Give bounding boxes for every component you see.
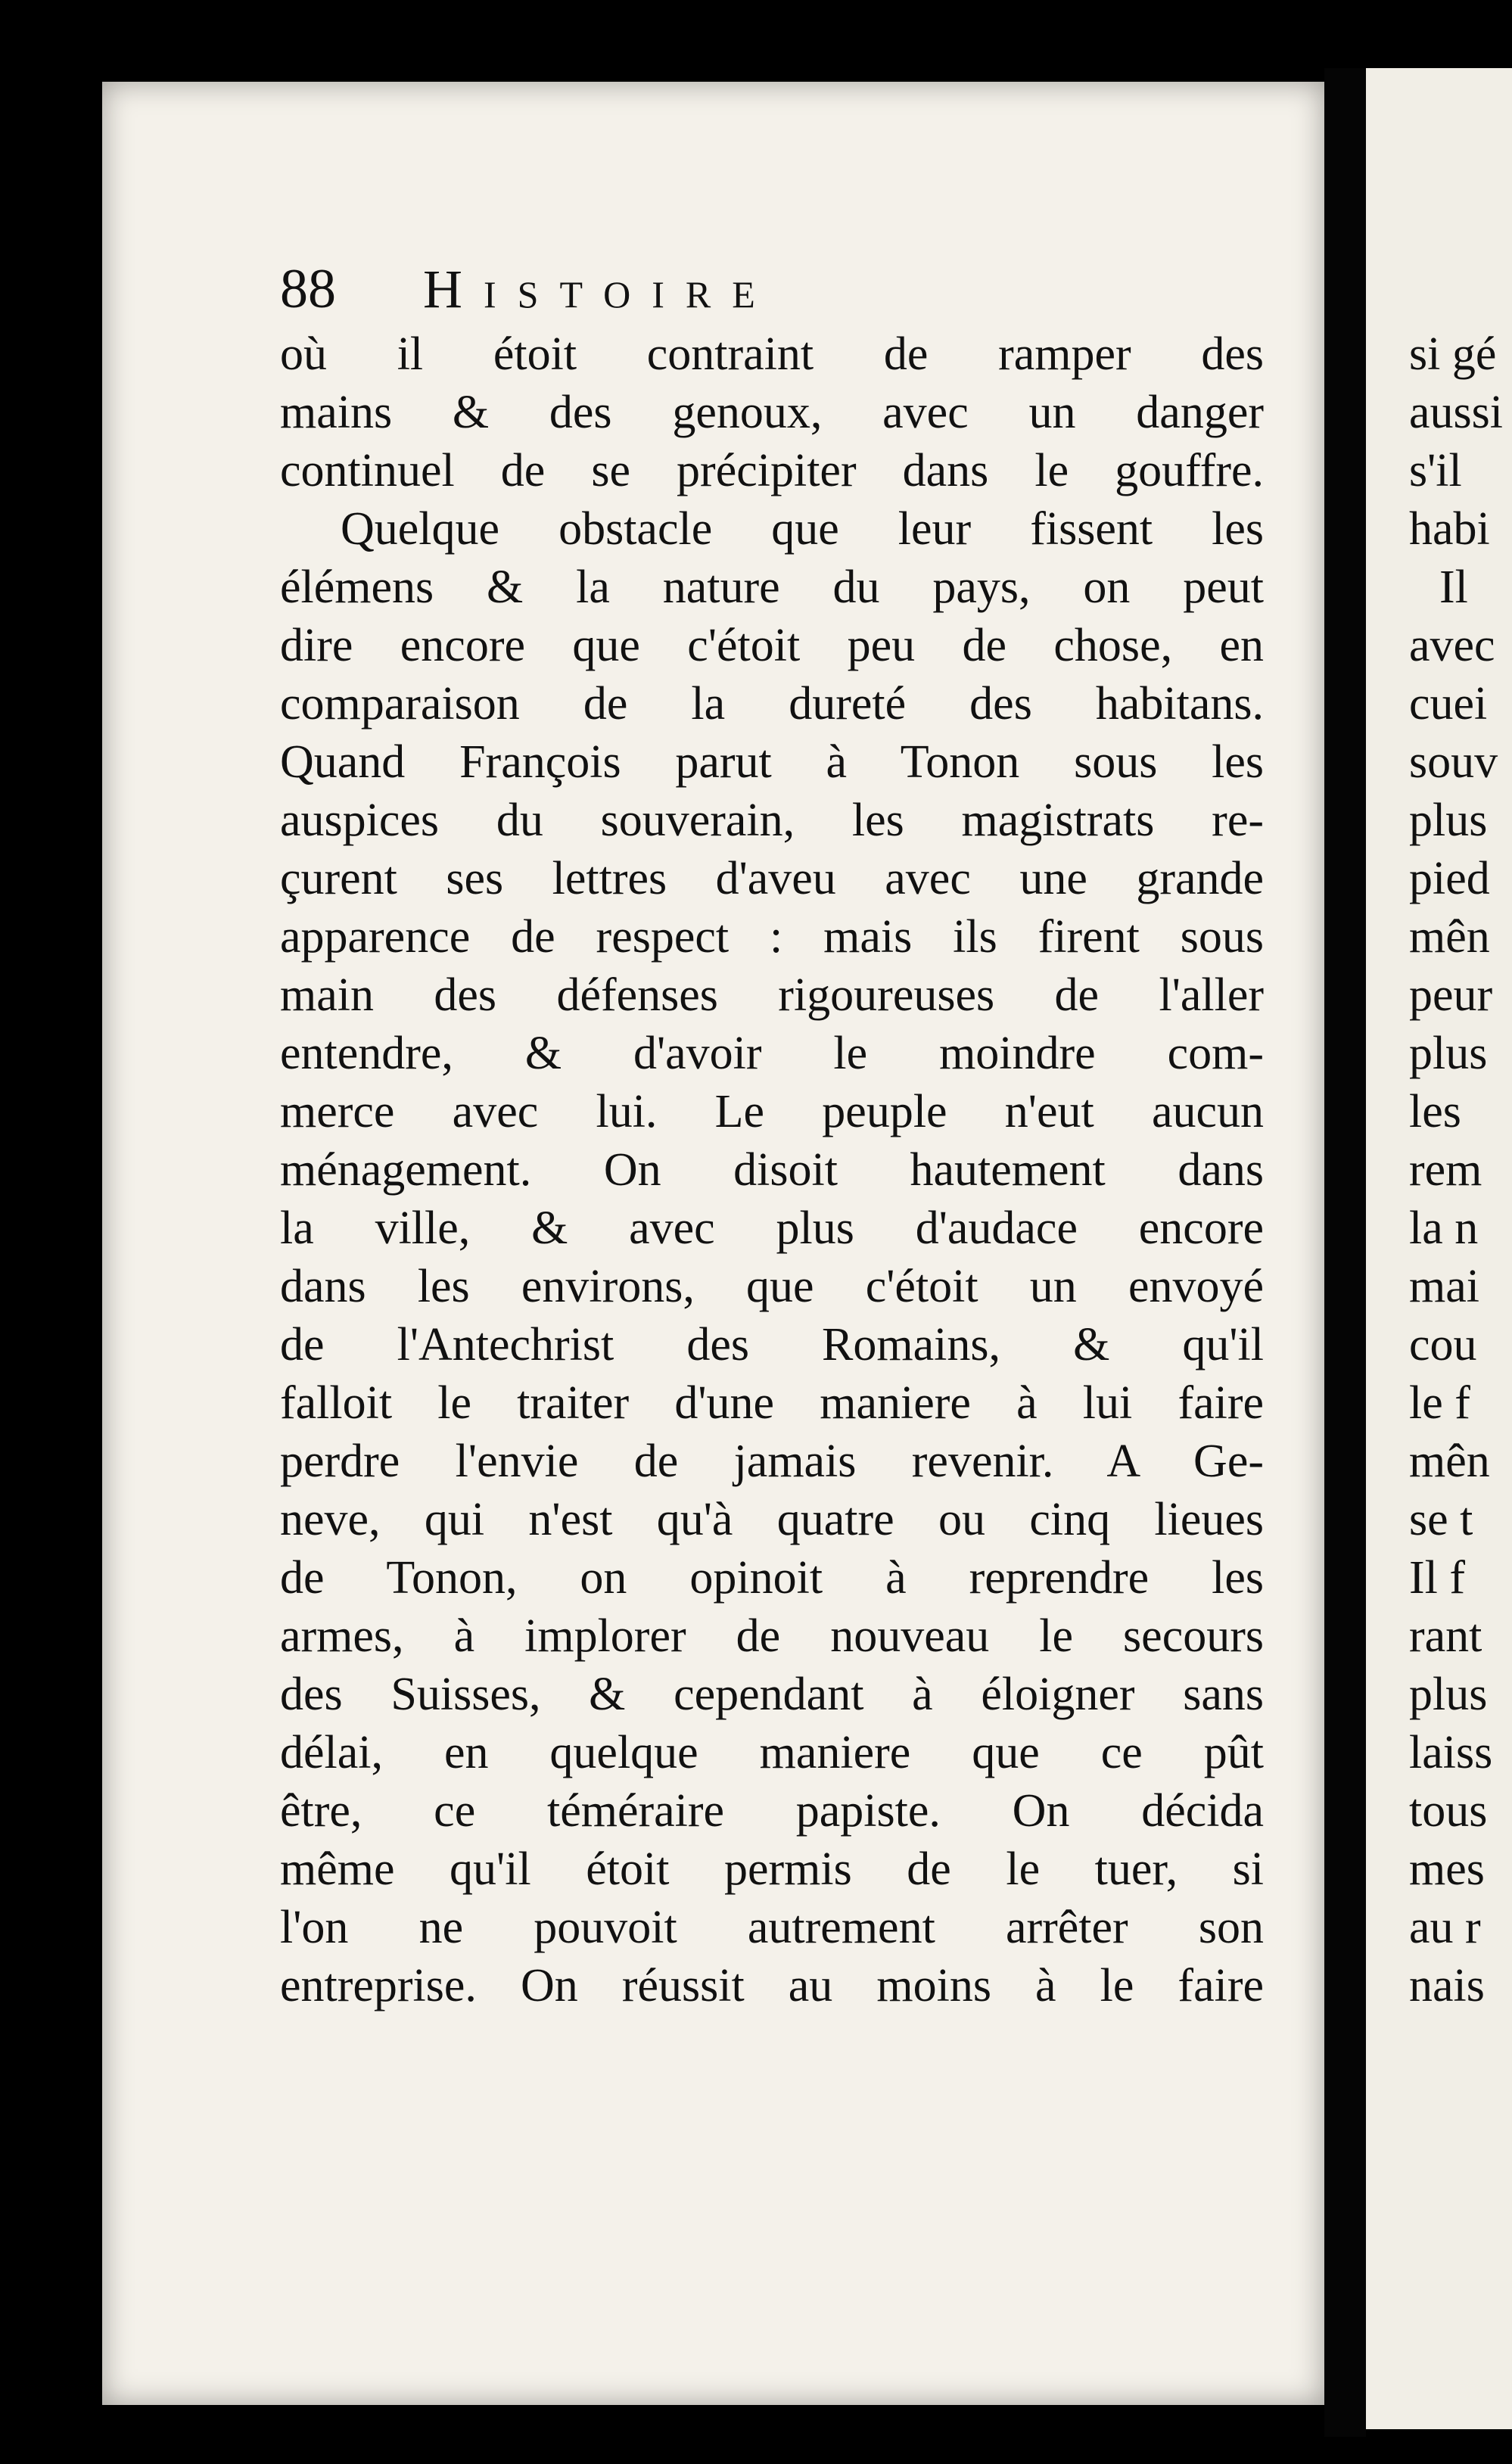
facing-text-line: si gé <box>1409 328 1497 380</box>
facing-text-line: plus <box>1409 1669 1488 1720</box>
text-line: ménagement. On disoit hautement dans <box>280 1144 1264 1196</box>
text-line: dire encore que c'étoit peu de chose, en <box>280 620 1264 671</box>
text-line: la ville, & avec plus d'audace encore <box>280 1202 1264 1254</box>
text-line: de l'Antechrist des Romains, & qu'il <box>280 1319 1264 1370</box>
facing-text-line: avec <box>1409 620 1495 671</box>
facing-text-line: rem <box>1409 1144 1482 1196</box>
body-text <box>280 325 1264 2015</box>
facing-text-line: cuei <box>1409 678 1488 730</box>
text-line: l'on ne pouvoit autrement arrêter son <box>280 1902 1264 1953</box>
text-line: perdre l'envie de jamais revenir. A Ge- <box>280 1436 1264 1487</box>
text-line: mains & des genoux, avec un danger <box>280 387 1264 438</box>
facing-text-line: mes <box>1409 1843 1485 1895</box>
text-line: falloit le traiter d'une maniere à lui faire <box>280 1377 1264 1429</box>
facing-text-line: mên <box>1409 911 1490 963</box>
text-line: armes, à implorer de nouveau le secours <box>280 1610 1264 1662</box>
facing-text-line: Il f <box>1409 1552 1466 1604</box>
facing-text-line: pied <box>1409 853 1490 904</box>
text-line: merce avec lui. Le peuple n'eut aucun <box>280 1086 1264 1137</box>
text-line: des Suisses, & cependant à éloigner sans <box>280 1669 1264 1720</box>
running-title: Histoire <box>423 259 776 319</box>
facing-text-line: habi <box>1409 503 1490 555</box>
text-line: auspices du souverain, les magistrats re- <box>280 795 1264 846</box>
facing-text-line: plus <box>1409 795 1488 846</box>
facing-text-line: mai <box>1409 1261 1479 1312</box>
facing-text-line: le f <box>1409 1377 1470 1429</box>
facing-page-text <box>1409 325 1512 2015</box>
facing-text-line: plus <box>1409 1028 1488 1079</box>
text-line: entendre, & d'avoir le moindre com- <box>280 1028 1264 1079</box>
facing-text-line: tous <box>1409 1785 1488 1837</box>
facing-text-line: laiss <box>1409 1727 1493 1778</box>
text-line: comparaison de la dureté des habitans. <box>280 678 1264 730</box>
text-line: Quand François parut à Tonon sous les <box>280 736 1264 788</box>
facing-text-line: nais <box>1409 1960 1485 2011</box>
text-line: entreprise. On réussit au moins à le faire <box>280 1960 1264 2011</box>
text-line: élémens & la nature du pays, on peut <box>280 562 1264 613</box>
text-line: de Tonon, on opinoit à reprendre les <box>280 1552 1264 1604</box>
text-line: apparence de respect : mais ils firent sous <box>280 911 1264 963</box>
text-line: Quelque obstacle que leur fissent les <box>341 503 1264 555</box>
text-line: main des défenses rigoureuses de l'aller <box>280 969 1264 1021</box>
text-line: même qu'il étoit permis de le tuer, si <box>280 1843 1264 1895</box>
facing-text-line: peur <box>1409 969 1493 1021</box>
text-line: où il étoit contraint de ramper des <box>280 328 1264 380</box>
facing-text-line: souv <box>1409 736 1498 788</box>
facing-text-line: rant <box>1409 1610 1482 1662</box>
text-line: çurent ses lettres d'aveu avec une grande <box>280 853 1264 904</box>
facing-text-line: au r <box>1409 1902 1481 1953</box>
text-line: neve, qui n'est qu'à quatre ou cinq lieues <box>280 1494 1264 1545</box>
facing-text-line: mên <box>1409 1436 1490 1487</box>
text-line: être, ce téméraire papiste. On décida <box>280 1785 1264 1837</box>
page-number: 88 <box>280 258 336 320</box>
text-line: dans les environs, que c'étoit un envoyé <box>280 1261 1264 1312</box>
facing-text-line: la n <box>1409 1202 1479 1254</box>
facing-text-line: s'il <box>1409 445 1462 496</box>
text-line: délai, en quelque maniere que ce pût <box>280 1727 1264 1778</box>
facing-text-line: les <box>1409 1086 1461 1137</box>
page-gutter <box>1324 68 1366 2437</box>
text-line: continuel de se précipiter dans le gouffre. <box>280 445 1264 496</box>
facing-text-line: cou <box>1409 1319 1477 1370</box>
facing-text-line: se t <box>1409 1494 1473 1545</box>
facing-text-line: Il <box>1439 562 1468 613</box>
facing-text-line: aussi <box>1409 387 1503 438</box>
